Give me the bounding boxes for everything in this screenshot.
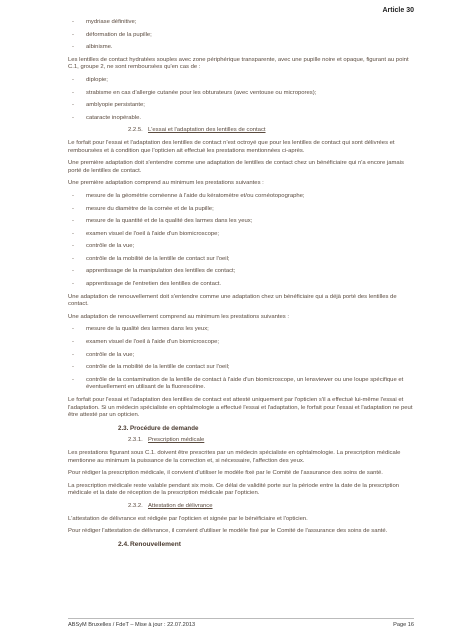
list-item: - strabisme en cas d'allergie cutanée pour les obturateurs (avec ventouse ou micropores); [68,90,414,98]
list-item: - contrôle de la mobilité de la lentille de contact sur l'oeil; [68,364,414,372]
list-item: - contrôle de la mobilité de la lentille de contact sur l'oeil; [68,256,414,264]
list-item: - mesure de la géométrie cornéenne à l'aide du kératomètre et/ou cornéotopographe; [68,193,414,201]
section-number: 2.2.5. [128,127,143,134]
section-title: Attestation de délivrance [148,502,213,509]
section-number: 2.3.2. [128,502,143,509]
section-heading-2-4 [68,541,414,549]
section-heading-2-3-2 [68,503,414,511]
list-item: - contrôle de la vue; [68,352,414,360]
section-heading-2-3-1 [68,437,414,445]
list-item: - apprentissage de l'entretien des lentilles de contact. [68,281,414,289]
section-title: L'essai et l'adaptation des lentilles de contact [148,127,266,134]
paragraph: Les prestations figurant sous C.1. doivent être prescrites par un médecin spécialiste en ophtalmologie. La prescription médicale mentionne au minimum la puissance de la correction et, si nécessaire, l'affection des yeux. [68,449,401,464]
paragraph: L'attestation de délivrance est rédigée par l'opticien et signée par le bénéficiaire et l'opticien. [68,515,308,522]
condition-list-1 [68,19,414,52]
paragraph: Le forfait pour l'essai et l'adaptation des lentilles de contact est attesté uniquement par l'opticien s'il a effectué lui-même l'essai et l'adaptation. Si un médecin spécialiste en ophtalmologie a effectué l'essai et l'adaptation, le forfait pour l'essai et l'adaptation ne peut être attesté par un opticien. [68,397,413,419]
list-item: - diplopie; [68,77,414,85]
list-item: - amblyopie persistante; [68,102,414,110]
paragraph: Les lentilles de contact hydratées souples avec zone périphérique transparente, avec une pupille noire et opaque, figurant au point C.1, groupe 2, ne sont remboursées qu'en cas de : [68,56,409,71]
page-number: Page 16 [393,622,414,628]
paragraph: Une adaptation de renouvellement comprend au minimum les prestations suivantes : [68,313,290,320]
paragraph: Une première adaptation comprend au minimum les prestations suivantes : [68,180,264,187]
section-title: Renouvellement [130,540,181,548]
paragraph: Une première adaptation doit s'entendre comme une adaptation de lentilles de contact chez un bénéficiaire qui n'a encore jamais porté de lentilles de contact. [68,160,404,174]
renewal-adaptation-list [68,326,414,392]
list-item: - cataracte inopérable. [68,115,414,123]
list-item: - mydriase définitive; [68,19,414,27]
list-item: - examen visuel de l'oeil à l'aide d'un biomicroscope; [68,339,414,347]
paragraph: La prescription médicale reste valable pendant six mois. Ce délai de validité porte sur la période entre la date de la prescription médicale et la date de réception de la prescription médicale par l'opticien. [68,482,400,497]
list-item: - déformation de la pupille; [68,32,414,40]
list-item: - contrôle de la vue; [68,243,414,251]
paragraph: Le forfait pour l'essai et l'adaptation des lentilles de contact n'est octroyé que pour les lentilles de contact qui sont délivrées et remboursées et à condition que l'opticien ait effectué les prestations mentionnées ci-après. [68,139,395,154]
article-header: Article 30 [382,7,414,14]
first-adaptation-list [68,193,414,289]
paragraph: Pour rédiger la prescription médicale, il convient d'utiliser le modèle fixé par le Comité de l'assurance des soins de santé. [68,470,383,477]
list-item: - mesure de la qualité des larmes dans les yeux; [68,326,414,334]
footer-source: ABSyM Bruxelles / FdeT – Mise à jour : 22.07.2013 [68,622,196,628]
section-number: 2.3. [118,424,129,432]
list-item: - albinisme. [68,44,414,52]
list-item: - contrôle de la contamination de la lentille de contact à l'aide d'un biomicroscope, un lensviewer ou une loupe spécifique et éventuellement en utilisant de la fluorescéine. [68,377,414,392]
section-heading-2-2-5 [68,127,414,135]
section-title: Procédure de demande [130,424,199,432]
list-item: - mesure du diamètre de la cornée et de la pupille; [68,206,414,214]
paragraph: Pour rédiger l'attestation de délivrance, il convient d'utiliser le modèle fixé par le Comité de l'assurance des soins de santé. [68,528,388,535]
condition-list-2 [68,77,414,122]
section-number: 2.3.1. [128,437,143,444]
list-item: - examen visuel de l'oeil à l'aide d'un biomicroscope; [68,231,414,239]
section-heading-2-3 [68,425,414,433]
section-number: 2.4. [118,540,129,548]
paragraph: Une adaptation de renouvellement doit s'entendre comme une adaptation chez un bénéficiaire qui a déjà porté des lentilles de contact. [68,293,397,308]
footer-divider [68,618,414,619]
page-content [68,19,414,553]
list-item: - apprentissage de la manipulation des lentilles de contact; [68,268,414,276]
section-title: Prescription médicale [148,437,205,444]
list-item: - mesure de la quantité et de la qualité des larmes dans les yeux; [68,218,414,226]
